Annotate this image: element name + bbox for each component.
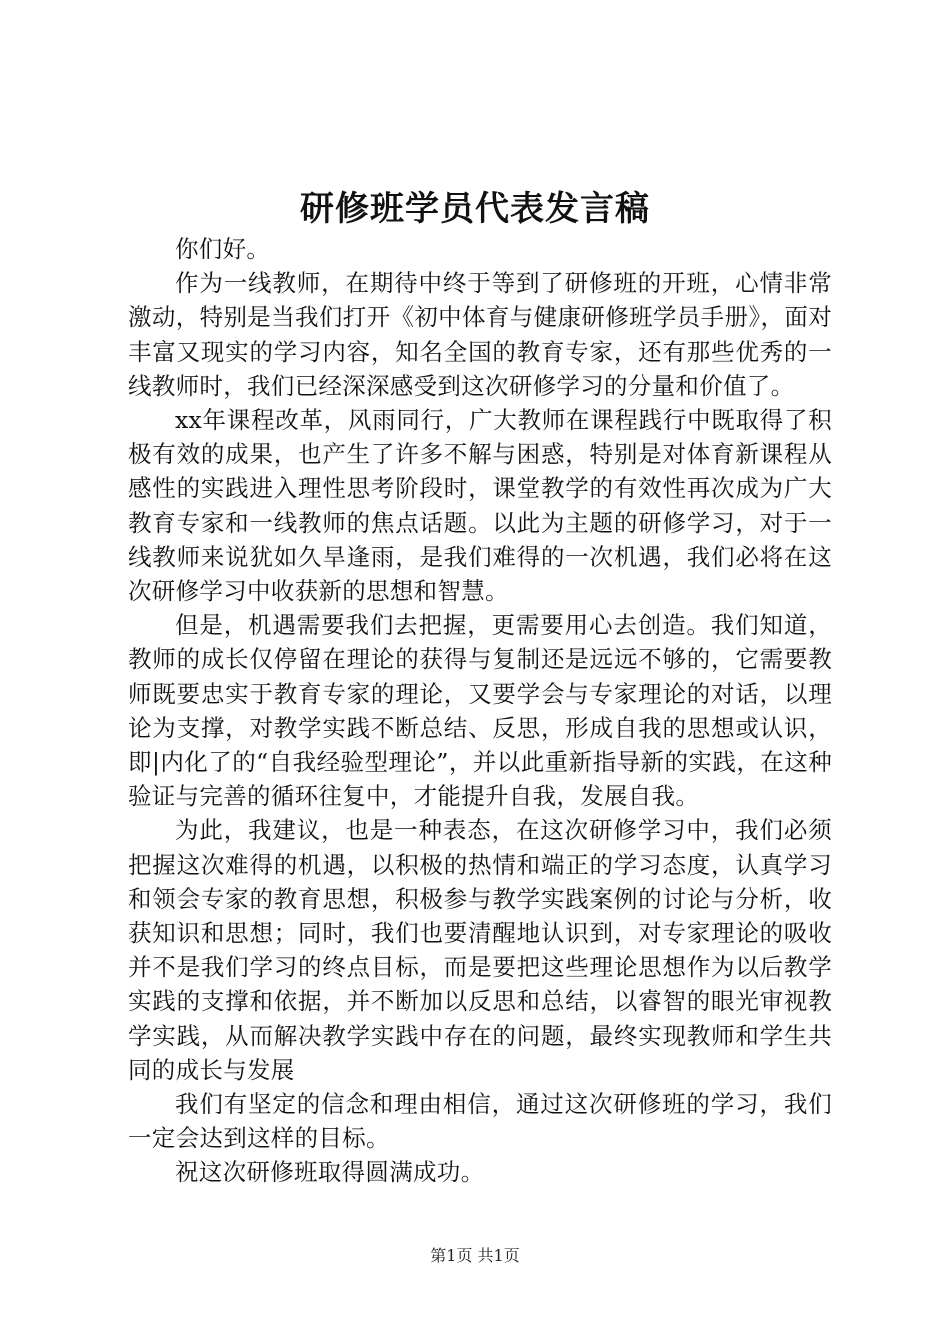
- paragraph-opportunity: 但是，机遇需要我们去把握，更需要用心去创造。我们知道，教师的成长仅停留在理论的获得与复制还是远远不够的，它需要教师既要忠实于教育专家的理论，又要学会与专家理论的对话，以理论为支撑，对教学实践不断总结、反思，形成自我的思想或认识，即|内化了的“自我经验型理论”，并以此重新指导新的实践，在这种验证与完善的循环往复中，才能提升自我，发展自我。: [128, 611, 832, 811]
- paragraph-intro: 作为一线教师，在期待中终于等到了研修班的开班，心情非常激动，特别是当我们打开《初中体育与健康研修班学员手册》，面对丰富又现实的学习内容，知名全国的教育专家，还有那些优秀的一线教师时，我们已经深深感受到这次研修学习的分量和价值了。: [128, 269, 832, 400]
- paragraph-reform: xx年课程改革，风雨同行，广大教师在课程践行中既取得了积极有效的成果，也产生了许多不解与困惑，特别是对体育新课程从感性的实践进入理性思考阶段时，课堂教学的有效性再次成为广大教育专家和一线教师的焦点话题。以此为主题的研修学习，对于一线教师来说犹如久旱逢雨，是我们难得的一次机遇，我们必将在这次研修学习中收获新的思想和智慧。: [128, 406, 832, 606]
- paragraph-proposal: 为此，我建议，也是一种表态，在这次研修学习中，我们必须把握这次难得的机遇，以积极的热情和端正的学习态度，认真学习和领会专家的教育思想，积极参与教学实践案例的讨论与分析，收获知识和思想；同时，我们也要清醒地认识到，对专家理论的吸收并不是我们学习的终点目标，而是要把这些理论思想作为以后教学实践的支撑和依据，并不断加以反思和总结，以睿智的眼光审视教学实践，从而解决教学实践中存在的问题，最终实现教师和学生共同的成长与发展: [128, 816, 832, 1084]
- paragraph-belief: 我们有坚定的信念和理由相信，通过这次研修班的学习，我们一定会达到这样的目标。: [128, 1090, 832, 1153]
- paragraph-greeting: 你们好。: [175, 235, 271, 263]
- document-body: [128, 232, 832, 1190]
- document-title: 研修班学员代表发言稿: [300, 189, 650, 229]
- paragraph-closing: 祝这次研修班取得圆满成功。: [175, 1158, 485, 1187]
- page-footer: 第1页 共1页: [430, 1246, 520, 1265]
